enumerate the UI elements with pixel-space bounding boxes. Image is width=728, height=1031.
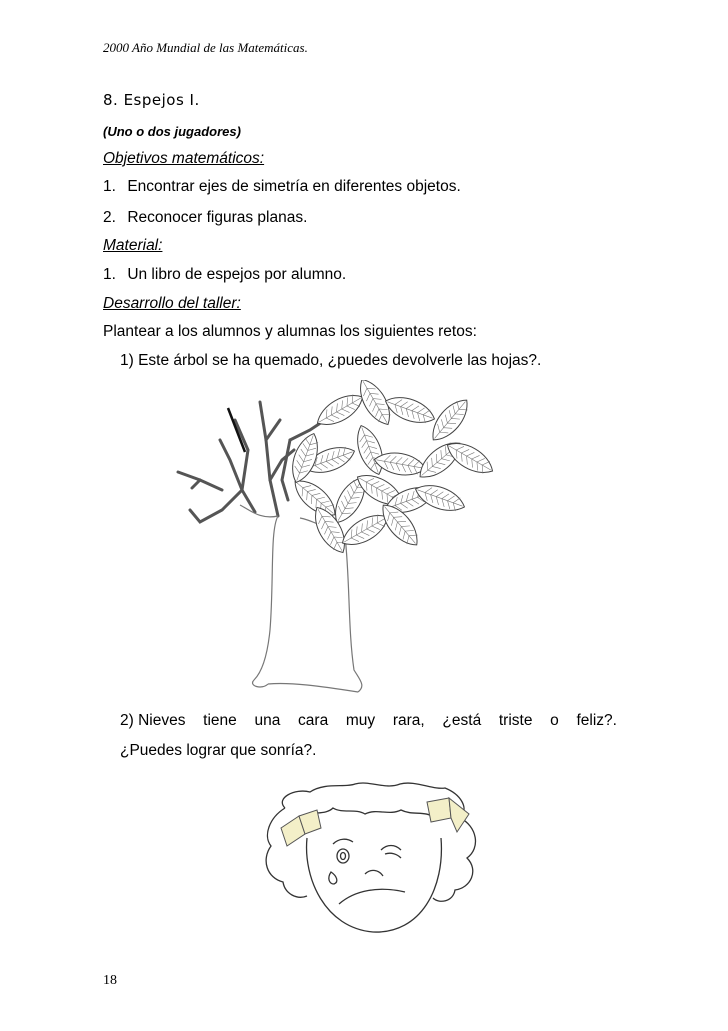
objective-number: 2. (103, 209, 116, 226)
nose-icon (365, 870, 383, 876)
challenge-2-word: una (254, 712, 281, 729)
page-header: 2000 Año Mundial de las Matemáticas. (103, 40, 308, 55)
material-text: Un libro de espejos por alumno. (127, 266, 347, 283)
development-intro: Plantear a los alumnos y alumnas los siguientes retos: (103, 323, 477, 340)
objective-text: Reconocer figuras planas. (127, 209, 308, 226)
leaf-icon (351, 422, 389, 478)
left-eye-icon (337, 849, 349, 863)
challenge-1: 1) Este árbol se ha quemado, ¿puedes devolverle las hojas?. (120, 352, 542, 369)
activity-title: 8. Espejos I. (103, 91, 200, 109)
challenge-2-word: tiene (203, 712, 237, 729)
material-item-1 (103, 266, 346, 284)
tree-illustration (170, 380, 510, 700)
challenge-2-word: feliz?. (576, 712, 617, 729)
mouth-icon (339, 889, 405, 904)
leaf-icon (412, 479, 468, 517)
left-brow-icon (333, 839, 353, 844)
leaves-group (286, 380, 498, 558)
players-note: (Uno o dos jugadores) (103, 124, 241, 139)
development-heading: Desarrollo del taller: (103, 295, 241, 312)
challenge-2-word: o (550, 712, 559, 729)
challenge-2-word: 2) Nieves (120, 712, 186, 729)
right-wink-icon (381, 846, 401, 851)
leaf-icon (312, 388, 368, 432)
challenge-2-line-2: ¿Puedes lograr que sonría?. (120, 742, 317, 759)
objective-text: Encontrar ejes de simetría en diferentes objetos. (127, 178, 461, 195)
face-outline (307, 838, 442, 932)
challenge-2-word: muy (345, 712, 376, 729)
material-number: 1. (103, 266, 116, 283)
challenge-2-word: ¿está (442, 712, 482, 729)
leaf-icon (382, 391, 438, 429)
challenge-2-word: cara (298, 712, 329, 729)
material-heading: Material: (103, 237, 163, 254)
challenge-2-line-1 (120, 712, 617, 730)
objectives-heading: Objetivos matemáticos: (103, 150, 265, 167)
objective-number: 1. (103, 178, 116, 195)
challenge-2-word: rara, (392, 712, 425, 729)
objective-item-1 (103, 178, 461, 196)
tear-icon (329, 872, 337, 884)
objective-item-2 (103, 209, 307, 227)
challenge-2-word: triste (498, 712, 533, 729)
left-bow-icon (281, 810, 321, 846)
page-number: 18 (103, 973, 117, 988)
face-illustration (255, 778, 495, 940)
